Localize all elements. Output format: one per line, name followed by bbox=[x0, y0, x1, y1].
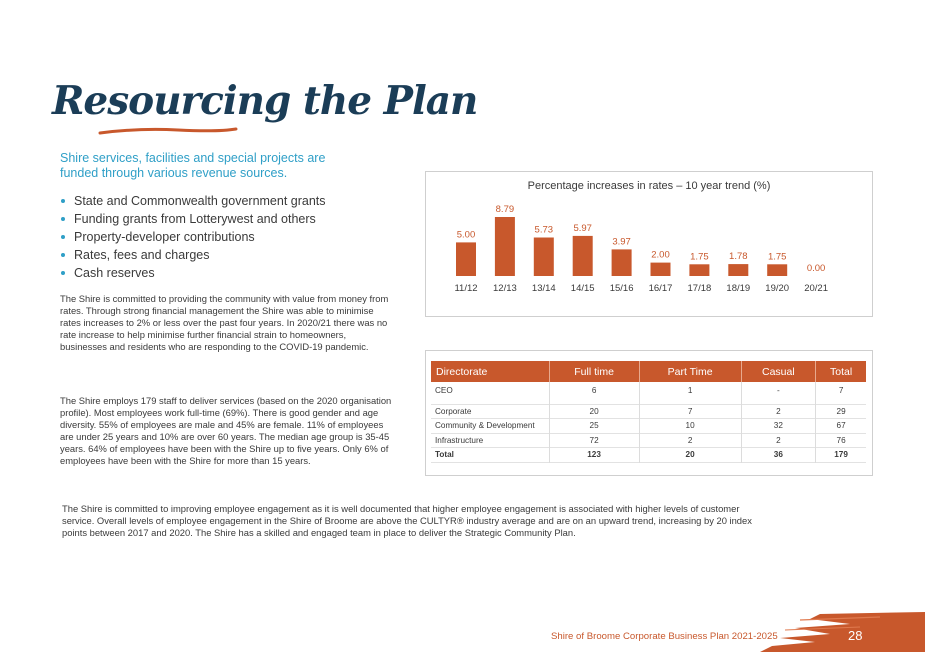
chart-tick-label: 11/12 bbox=[454, 283, 478, 294]
table-row: Community & Development 25 10 32 67 bbox=[431, 419, 866, 434]
rates-paragraph: The Shire is committed to providing the community with value from money from rates. Through strong financial management the Shire was able to minimise rates increases to 2% or less over the past four years. In 2020/21 there was no rate increase to help minimise further financial strain to homeowners, businesses and residents who are responding to the COVID-19 pandemic. bbox=[60, 293, 389, 353]
chart-tick-label: 20/21 bbox=[804, 283, 828, 294]
chart-data-label: 3.97 bbox=[612, 236, 631, 248]
chart-data-label: 5.00 bbox=[456, 229, 476, 241]
chart-data-label: 5.73 bbox=[534, 224, 554, 236]
funding-source-item: State and Commonwealth government grants bbox=[60, 192, 326, 210]
chart-tick-label: 15/16 bbox=[609, 283, 634, 294]
chart-data-label: 2.00 bbox=[651, 249, 670, 261]
chart-data-label: 5.97 bbox=[573, 222, 592, 234]
table-row: Corporate 20 7 2 29 bbox=[431, 404, 866, 419]
staff-table-panel bbox=[425, 350, 873, 476]
chart-tick-label: 17/18 bbox=[687, 283, 712, 294]
rates-bar-chart bbox=[426, 172, 874, 318]
col-header-full-time: Full time bbox=[549, 361, 639, 382]
chart-tick-label: 19/20 bbox=[765, 283, 790, 294]
chart-bar bbox=[651, 263, 671, 276]
engagement-paragraph: The Shire is committed to improving employee engagement as it is well documented that higher employee engagement is associated with higher levels of customer service. Overall levels of employee engagement in the Shire of Broome are above the CULTYR® industry average and are on an upward trend, increasing by 20 index points between 2017 and 2020. The Shire has a skilled and engaged team in place to deliver the Strategic Community Plan. bbox=[62, 503, 752, 539]
chart-tick-label: 18/19 bbox=[726, 283, 751, 294]
bullet-icon bbox=[61, 271, 65, 275]
col-header-part-time: Part Time bbox=[639, 361, 741, 382]
chart-data-label: 8.79 bbox=[495, 204, 515, 215]
chart-bar bbox=[767, 264, 787, 276]
chart-tick-label: 14/15 bbox=[570, 283, 595, 294]
chart-data-label: 0.00 bbox=[806, 263, 826, 274]
footer-brush-decoration bbox=[760, 608, 925, 653]
bullet-icon bbox=[61, 217, 65, 221]
funding-source-item: Cash reserves bbox=[60, 264, 326, 282]
table-total-row: Total 123 20 36 179 bbox=[431, 448, 866, 463]
footer-doc-title: Corporate Business Plan 2021-2025 bbox=[623, 631, 778, 642]
chart-bar bbox=[573, 236, 593, 276]
subtitle: Shire services, facilities and special projects are funded through various revenue sources. bbox=[60, 151, 326, 180]
funding-source-item: Rates, fees and charges bbox=[60, 246, 326, 264]
title-underline-brush bbox=[98, 126, 238, 136]
funding-sources-list bbox=[60, 192, 326, 282]
rates-chart-panel bbox=[425, 171, 873, 317]
footer-org: Shire of Broome bbox=[551, 631, 621, 642]
staff-table bbox=[431, 361, 866, 463]
col-header-total: Total bbox=[816, 361, 866, 382]
chart-bar bbox=[495, 217, 515, 276]
page-title: Resourcing the Plan bbox=[52, 78, 478, 124]
table-row: CEO 6 1 - 7 bbox=[431, 382, 866, 404]
funding-source-item: Funding grants from Lotterywest and others bbox=[60, 210, 326, 228]
staff-paragraph: The Shire employs 179 staff to deliver services (based on the 2020 organisation profile). Most employees work full-time (69%). There is good gender and age diversity. 55% of employees are male and 45% are female. 11% of employees are under 25 years and 10% are over 60 years. The median age group is 35-45 years. 64% of employees have been with the Shire up to five years. Only 6% of employees have been with the Shire for more than 15 years. bbox=[60, 395, 392, 467]
chart-tick-label: 13/14 bbox=[531, 283, 556, 294]
col-header-casual: Casual bbox=[741, 361, 816, 382]
chart-bar bbox=[456, 242, 476, 276]
chart-data-label: 1.78 bbox=[729, 251, 748, 263]
chart-tick-label: 12/13 bbox=[493, 283, 517, 294]
page-title-block bbox=[52, 78, 478, 148]
page-number: 28 bbox=[848, 628, 863, 643]
bullet-icon bbox=[61, 199, 65, 203]
col-header-directorate: Directorate bbox=[431, 361, 549, 382]
bullet-icon bbox=[61, 235, 65, 239]
chart-tick-label: 16/17 bbox=[648, 283, 673, 294]
chart-data-label: 1.75 bbox=[690, 251, 709, 263]
chart-bar bbox=[689, 264, 709, 276]
bullet-icon bbox=[61, 253, 65, 257]
funding-source-item: Property-developer contributions bbox=[60, 228, 326, 246]
chart-bar bbox=[534, 238, 554, 277]
chart-bar bbox=[728, 264, 748, 276]
chart-data-label: 1.75 bbox=[767, 251, 787, 263]
chart-title: Percentage increases in rates – 10 year trend (%) bbox=[527, 180, 771, 192]
table-header-row bbox=[431, 361, 866, 382]
table-row: Infrastructure 72 2 2 76 bbox=[431, 433, 866, 448]
footer-text bbox=[551, 631, 778, 642]
chart-bar bbox=[612, 249, 632, 276]
